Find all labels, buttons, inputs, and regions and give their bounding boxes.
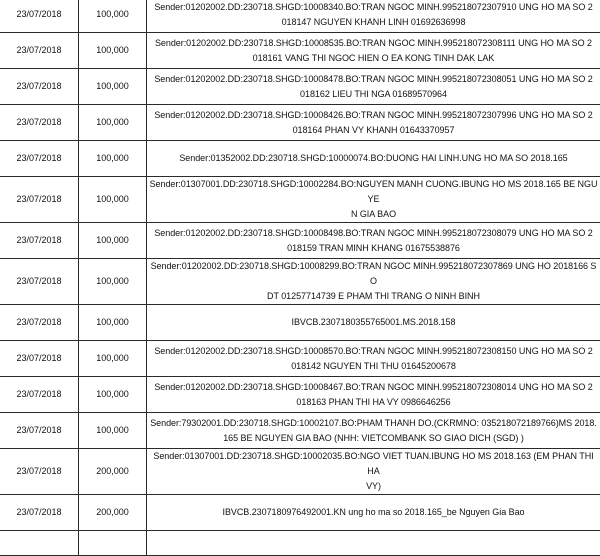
- description-cell: [147, 531, 600, 556]
- description-line: Sender:01202002.DD:230718.SHGD:10008478.BO:TRAN NGOC MINH.995218072308051 UNG HO MA SO 2: [149, 72, 598, 87]
- description-line: 018147 NGUYEN KHANH LINH 01692636998: [149, 15, 598, 30]
- date-cell: 23/07/2018: [0, 495, 79, 531]
- description-cell: [147, 69, 600, 105]
- table-row: [0, 141, 600, 177]
- description-cell: [147, 33, 600, 69]
- description-cell: [147, 377, 600, 413]
- description-cell: [147, 259, 600, 305]
- amount-cell: 100,000: [79, 305, 147, 341]
- table-row: [0, 377, 600, 413]
- description-cell: [147, 413, 600, 449]
- table-row: [0, 69, 600, 105]
- date-cell: 23/07/2018: [0, 259, 79, 305]
- description-line: 018142 NGUYEN THI THU 01645200678: [149, 359, 598, 374]
- amount-cell: 100,000: [79, 377, 147, 413]
- description-line: Sender:01352002.DD:230718.SHGD:10000074.BO:DUONG HAI LINH.UNG HO MA SO 2018.165: [149, 151, 598, 166]
- description-line: Sender:01202002.DD:230718.SHGD:10008467.BO:TRAN NGOC MINH.995218072308014 UNG HO MA SO 2: [149, 380, 598, 395]
- date-cell: 23/07/2018: [0, 341, 79, 377]
- amount-cell: 100,000: [79, 33, 147, 69]
- date-cell: 23/07/2018: [0, 141, 79, 177]
- description-line: DT 01257714739 E PHAM THI TRANG O NINH BINH: [149, 289, 598, 304]
- description-line: 165 BE NGUYEN GIA BAO (NHH: VIETCOMBANK SO GIAO DICH (SGD) ): [149, 431, 598, 446]
- date-cell: 23/07/2018: [0, 105, 79, 141]
- table-row: [0, 341, 600, 377]
- description-cell: [147, 177, 600, 223]
- description-cell: [147, 305, 600, 341]
- table-row: [0, 177, 600, 223]
- table-row: [0, 531, 600, 556]
- description-line: Sender:01202002.DD:230718.SHGD:10008426.BO:TRAN NGOC MINH.995218072307996 UNG HO MA SO 2: [149, 108, 598, 123]
- date-cell: [0, 531, 79, 556]
- description-cell: [147, 105, 600, 141]
- description-line: Sender:01202002.DD:230718.SHGD:10008535.BO:TRAN NGOC MINH.995218072308111 UNG HO MA SO 2: [149, 36, 598, 51]
- date-cell: 23/07/2018: [0, 69, 79, 105]
- description-line: Sender:01202002.DD:230718.SHGD:10008340.BO:TRAN NGOC MINH.995218072307910 UNG HO MA SO 2: [149, 0, 598, 15]
- amount-cell: 100,000: [79, 0, 147, 33]
- description-line: 018161 VANG THI NGOC HIEN O EA KONG TINH DAK LAK: [149, 51, 598, 66]
- date-cell: 23/07/2018: [0, 413, 79, 449]
- description-line: VY): [149, 479, 598, 494]
- amount-cell: 100,000: [79, 141, 147, 177]
- description-line: Sender:01202002.DD:230718.SHGD:10008498.BO:TRAN NGOC MINH.995218072308079 UNG HO MA SO 2: [149, 226, 598, 241]
- description-line: Sender:01202002.DD:230718.SHGD:10008299.BO:TRAN NGOC MINH.995218072307869 UNG HO 2018166 SO: [149, 259, 598, 289]
- description-line: 018163 PHAN THI HA VY 0986646256: [149, 395, 598, 410]
- date-cell: 23/07/2018: [0, 0, 79, 33]
- date-cell: 23/07/2018: [0, 305, 79, 341]
- date-cell: 23/07/2018: [0, 177, 79, 223]
- description-line: 018164 PHAN VY KHANH 01643370957: [149, 123, 598, 138]
- description-line: 018162 LIEU THI NGA 01689570964: [149, 87, 598, 102]
- amount-cell: 200,000: [79, 495, 147, 531]
- description-cell: [147, 341, 600, 377]
- description-cell: [147, 449, 600, 495]
- description-line: Sender:01307001.DD:230718.SHGD:10002284.BO:NGUYEN MANH CUONG.IBUNG HO MS 2018.165 BE NGUYE: [149, 177, 598, 207]
- description-cell: [147, 0, 600, 33]
- description-line: N GIA BAO: [149, 207, 598, 222]
- amount-cell: 100,000: [79, 69, 147, 105]
- description-cell: [147, 495, 600, 531]
- amount-cell: 100,000: [79, 413, 147, 449]
- table-row: [0, 0, 600, 33]
- amount-cell: [79, 531, 147, 556]
- table-row: [0, 33, 600, 69]
- table-row: [0, 223, 600, 259]
- date-cell: 23/07/2018: [0, 33, 79, 69]
- description-line: Sender:79302001.DD:230718.SHGD:10002107.BO:PHAM THANH DO.(CKRMNO: 035218072189766)MS 2018.: [149, 416, 598, 431]
- description-line: Sender:01307001.DD:230718.SHGD:10002035.BO:NGO VIET TUAN.IBUNG HO MS 2018.163 (EM PHAN THI HA: [149, 449, 598, 479]
- table-row: [0, 105, 600, 141]
- amount-cell: 100,000: [79, 259, 147, 305]
- table-row: [0, 413, 600, 449]
- description-line: IBVCB.2307180976492001.KN ung ho ma so 2018.165_be Nguyen Gia Bao: [149, 505, 598, 520]
- amount-cell: 100,000: [79, 223, 147, 259]
- description-cell: [147, 223, 600, 259]
- description-line: 018159 TRAN MINH KHANG 01675538876: [149, 241, 598, 256]
- table-row: [0, 449, 600, 495]
- date-cell: 23/07/2018: [0, 377, 79, 413]
- table-row: [0, 259, 600, 305]
- table-row: [0, 305, 600, 341]
- amount-cell: 200,000: [79, 449, 147, 495]
- amount-cell: 100,000: [79, 341, 147, 377]
- description-cell: [147, 141, 600, 177]
- description-line: IBVCB.2307180355765001.MS.2018.158: [149, 315, 598, 330]
- description-line: Sender:01202002.DD:230718.SHGD:10008570.BO:TRAN NGOC MINH.995218072308150 UNG HO MA SO 2: [149, 344, 598, 359]
- amount-cell: 100,000: [79, 177, 147, 223]
- amount-cell: 100,000: [79, 105, 147, 141]
- date-cell: 23/07/2018: [0, 223, 79, 259]
- date-cell: 23/07/2018: [0, 449, 79, 495]
- table-row: [0, 495, 600, 531]
